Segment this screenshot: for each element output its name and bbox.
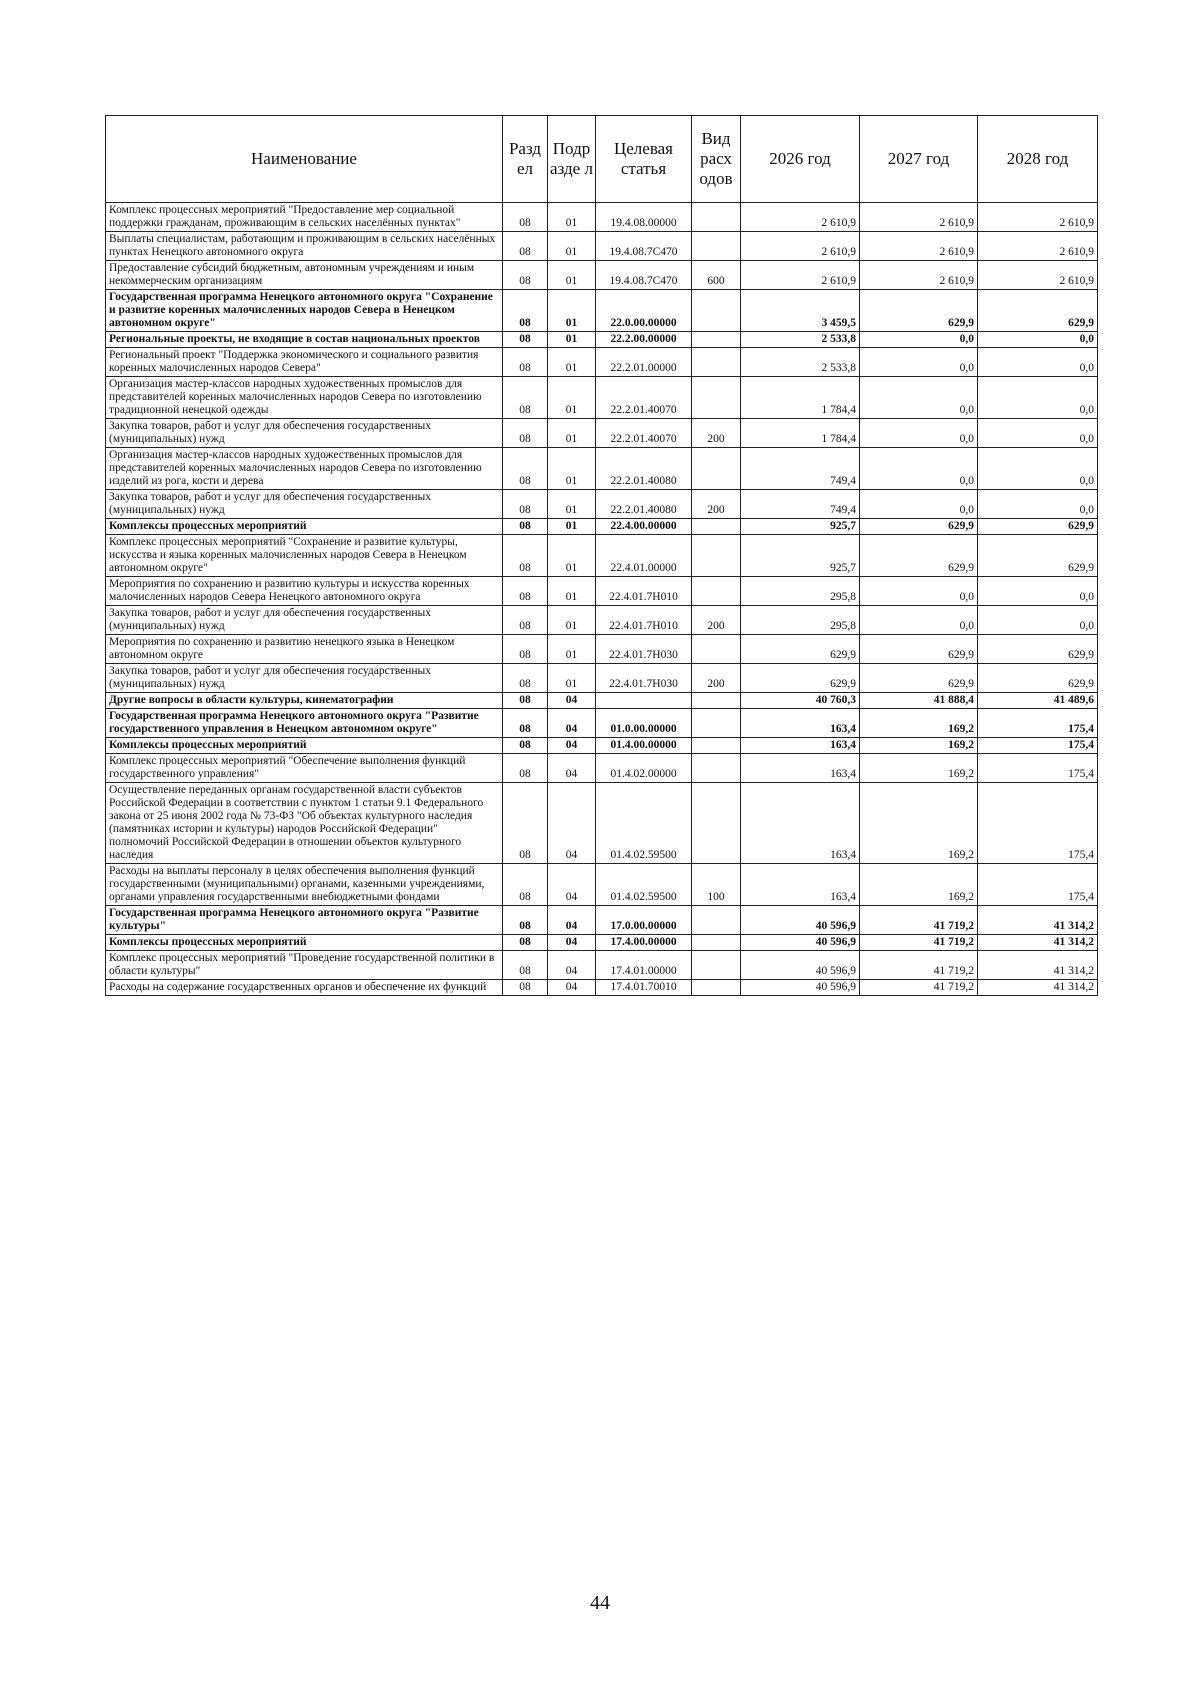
header-podrazdel: Подр азде л [548, 116, 596, 203]
row-name-cell: Организация мастер-классов народных художественных промыслов для представителей коренных малочисленных народов Севера по изготовлению изделий из рога, кости и дерева [106, 448, 503, 490]
row-2028-cell: 629,9 [978, 535, 1098, 577]
row-celevaya-statya-cell: 22.2.00.00000 [596, 332, 692, 348]
row-name-cell: Комплексы процессных мероприятий [106, 935, 503, 951]
row-podrazdel-cell: 01 [548, 419, 596, 448]
row-razdel-cell: 08 [503, 664, 548, 693]
row-name-cell: Государственная программа Ненецкого автономного округа "Развитие культуры" [106, 906, 503, 935]
row-razdel-cell: 08 [503, 980, 548, 996]
row-2026-cell: 163,4 [741, 864, 860, 906]
row-vid-rashodov-cell [692, 290, 741, 332]
row-razdel-cell: 08 [503, 577, 548, 606]
table-body [106, 203, 1098, 996]
row-podrazdel-cell: 01 [548, 606, 596, 635]
row-2026-cell: 163,4 [741, 783, 860, 864]
row-2027-cell: 2 610,9 [860, 261, 978, 290]
row-vid-rashodov-cell: 600 [692, 261, 741, 290]
row-vid-rashodov-cell: 200 [692, 606, 741, 635]
row-2027-cell: 169,2 [860, 754, 978, 783]
row-name-cell: Государственная программа Ненецкого автономного округа "Развитие государственного управления в Ненецком автономном округе" [106, 709, 503, 738]
row-celevaya-statya-cell: 22.0.00.00000 [596, 290, 692, 332]
header-name: Наименование [106, 116, 503, 203]
row-vid-rashodov-cell [692, 232, 741, 261]
row-name-cell: Другие вопросы в области культуры, кинематографии [106, 693, 503, 709]
row-2027-cell: 41 719,2 [860, 951, 978, 980]
row-2026-cell: 163,4 [741, 709, 860, 738]
row-2027-cell: 169,2 [860, 783, 978, 864]
table-row [106, 664, 1098, 693]
row-name-cell: Государственная программа Ненецкого автономного округа "Сохранение и развитие коренных малочисленных народов Севера в Ненецком автономном округе" [106, 290, 503, 332]
table-row [106, 348, 1098, 377]
row-celevaya-statya-cell: 22.4.01.7Н010 [596, 577, 692, 606]
row-name-cell: Организация мастер-классов народных художественных промыслов для представителей коренных малочисленных народов Севера по изготовлению традиционной ненецкой одежды [106, 377, 503, 419]
row-razdel-cell: 08 [503, 419, 548, 448]
row-2026-cell: 1 784,4 [741, 377, 860, 419]
row-razdel-cell: 08 [503, 906, 548, 935]
row-2026-cell: 2 610,9 [741, 232, 860, 261]
row-2028-cell: 2 610,9 [978, 261, 1098, 290]
row-celevaya-statya-cell: 22.2.01.40070 [596, 377, 692, 419]
row-2028-cell: 41 314,2 [978, 906, 1098, 935]
row-2026-cell: 2 533,8 [741, 332, 860, 348]
row-celevaya-statya-cell: 22.4.01.7Н030 [596, 664, 692, 693]
row-celevaya-statya-cell: 22.2.01.40070 [596, 419, 692, 448]
table-row [106, 754, 1098, 783]
row-vid-rashodov-cell [692, 535, 741, 577]
row-celevaya-statya-cell: 17.4.01.70010 [596, 980, 692, 996]
row-2026-cell: 163,4 [741, 738, 860, 754]
table-row [106, 864, 1098, 906]
table-row [106, 935, 1098, 951]
row-2028-cell: 41 314,2 [978, 935, 1098, 951]
row-podrazdel-cell: 04 [548, 935, 596, 951]
table-row [106, 535, 1098, 577]
row-2028-cell: 0,0 [978, 490, 1098, 519]
row-name-cell: Комплекс процессных мероприятий "Проведение государственной политики в области культуры" [106, 951, 503, 980]
row-name-cell: Расходы на выплаты персоналу в целях обеспечения выполнения функций государственными (муниципальными) органами, казенными учреждениями, органами управления государственными внебюджетными фондами [106, 864, 503, 906]
header-year-2027: 2027 год [860, 116, 978, 203]
row-razdel-cell: 08 [503, 377, 548, 419]
row-2028-cell: 2 610,9 [978, 232, 1098, 261]
table-row [106, 490, 1098, 519]
table-row [106, 419, 1098, 448]
row-razdel-cell: 08 [503, 203, 548, 232]
row-2026-cell: 749,4 [741, 490, 860, 519]
row-celevaya-statya-cell: 19.4.08.7С470 [596, 232, 692, 261]
row-2027-cell: 0,0 [860, 577, 978, 606]
row-podrazdel-cell: 01 [548, 348, 596, 377]
header-year-2026: 2026 год [741, 116, 860, 203]
row-2027-cell: 2 610,9 [860, 232, 978, 261]
header-year-2028: 2028 год [978, 116, 1098, 203]
row-2027-cell: 0,0 [860, 448, 978, 490]
table-row [106, 693, 1098, 709]
row-podrazdel-cell: 01 [548, 203, 596, 232]
row-name-cell: Расходы на содержание государственных органов и обеспечение их функций [106, 980, 503, 996]
row-2028-cell: 0,0 [978, 577, 1098, 606]
row-celevaya-statya-cell: 22.2.01.00000 [596, 348, 692, 377]
row-vid-rashodov-cell [692, 348, 741, 377]
table-row [106, 951, 1098, 980]
row-vid-rashodov-cell [692, 935, 741, 951]
row-vid-rashodov-cell [692, 906, 741, 935]
row-vid-rashodov-cell [692, 783, 741, 864]
row-razdel-cell: 08 [503, 951, 548, 980]
row-podrazdel-cell: 04 [548, 951, 596, 980]
row-razdel-cell: 08 [503, 490, 548, 519]
row-vid-rashodov-cell [692, 448, 741, 490]
row-2026-cell: 40 760,3 [741, 693, 860, 709]
row-razdel-cell: 08 [503, 783, 548, 864]
row-celevaya-statya-cell: 01.0.00.00000 [596, 709, 692, 738]
row-2026-cell: 2 533,8 [741, 348, 860, 377]
row-2027-cell: 0,0 [860, 419, 978, 448]
row-2026-cell: 749,4 [741, 448, 860, 490]
row-2028-cell: 175,4 [978, 709, 1098, 738]
table-row [106, 290, 1098, 332]
row-celevaya-statya-cell: 19.4.08.00000 [596, 203, 692, 232]
row-podrazdel-cell: 04 [548, 783, 596, 864]
row-razdel-cell: 08 [503, 709, 548, 738]
table-row [106, 635, 1098, 664]
row-name-cell: Мероприятия по сохранению и развитию культуры и искусства коренных малочисленных народов Севера Ненецкого автономного округа [106, 577, 503, 606]
row-2028-cell: 0,0 [978, 419, 1098, 448]
row-2027-cell: 0,0 [860, 490, 978, 519]
row-2026-cell: 40 596,9 [741, 980, 860, 996]
table-row [106, 203, 1098, 232]
table-row [106, 783, 1098, 864]
row-vid-rashodov-cell [692, 738, 741, 754]
row-podrazdel-cell: 04 [548, 693, 596, 709]
row-2027-cell: 41 888,4 [860, 693, 978, 709]
row-razdel-cell: 08 [503, 332, 548, 348]
row-name-cell: Комплекс процессных мероприятий "Сохранение и развитие культуры, искусства и языка коренных малочисленных народов Севера в Ненецком автономном округе" [106, 535, 503, 577]
row-razdel-cell: 08 [503, 535, 548, 577]
table-row [106, 906, 1098, 935]
row-vid-rashodov-cell [692, 577, 741, 606]
row-2026-cell: 2 610,9 [741, 261, 860, 290]
row-name-cell: Закупка товаров, работ и услуг для обеспечения государственных (муниципальных) нужд [106, 606, 503, 635]
row-razdel-cell: 08 [503, 738, 548, 754]
row-2027-cell: 41 719,2 [860, 906, 978, 935]
row-2026-cell: 295,8 [741, 606, 860, 635]
row-2028-cell: 629,9 [978, 519, 1098, 535]
row-vid-rashodov-cell [692, 519, 741, 535]
row-2027-cell: 629,9 [860, 290, 978, 332]
table-header-row [106, 116, 1098, 203]
row-name-cell: Закупка товаров, работ и услуг для обеспечения государственных (муниципальных) нужд [106, 419, 503, 448]
row-2026-cell: 40 596,9 [741, 935, 860, 951]
row-2028-cell: 629,9 [978, 290, 1098, 332]
row-name-cell: Комплекс процессных мероприятий "Предоставление мер социальной поддержки гражданам, проживающим в сельских населённых пунктах" [106, 203, 503, 232]
header-vid-rashodov: Вид расх одов [692, 116, 741, 203]
row-podrazdel-cell: 01 [548, 519, 596, 535]
row-vid-rashodov-cell [692, 754, 741, 783]
row-podrazdel-cell: 04 [548, 980, 596, 996]
table-row [106, 606, 1098, 635]
row-name-cell: Закупка товаров, работ и услуг для обеспечения государственных (муниципальных) нужд [106, 490, 503, 519]
table-row [106, 577, 1098, 606]
row-2027-cell: 41 719,2 [860, 980, 978, 996]
row-vid-rashodov-cell [692, 709, 741, 738]
row-2028-cell: 0,0 [978, 348, 1098, 377]
table-row [106, 980, 1098, 996]
row-2028-cell: 175,4 [978, 738, 1098, 754]
row-vid-rashodov-cell [692, 980, 741, 996]
row-podrazdel-cell: 04 [548, 906, 596, 935]
row-celevaya-statya-cell: 01.4.02.00000 [596, 754, 692, 783]
row-vid-rashodov-cell [692, 693, 741, 709]
row-2027-cell: 629,9 [860, 635, 978, 664]
row-razdel-cell: 08 [503, 261, 548, 290]
row-celevaya-statya-cell: 17.0.00.00000 [596, 906, 692, 935]
row-2026-cell: 925,7 [741, 535, 860, 577]
row-podrazdel-cell: 01 [548, 332, 596, 348]
row-razdel-cell: 08 [503, 232, 548, 261]
row-2027-cell: 2 610,9 [860, 203, 978, 232]
row-2028-cell: 629,9 [978, 635, 1098, 664]
row-2028-cell: 175,4 [978, 864, 1098, 906]
row-2028-cell: 629,9 [978, 664, 1098, 693]
row-razdel-cell: 08 [503, 693, 548, 709]
row-2028-cell: 0,0 [978, 332, 1098, 348]
row-vid-rashodov-cell: 200 [692, 664, 741, 693]
row-vid-rashodov-cell [692, 203, 741, 232]
row-2028-cell: 2 610,9 [978, 203, 1098, 232]
row-2026-cell: 1 784,4 [741, 419, 860, 448]
row-celevaya-statya-cell: 01.4.00.00000 [596, 738, 692, 754]
row-2028-cell: 0,0 [978, 606, 1098, 635]
row-celevaya-statya-cell [596, 693, 692, 709]
row-podrazdel-cell: 01 [548, 635, 596, 664]
row-celevaya-statya-cell: 22.2.01.40080 [596, 448, 692, 490]
row-razdel-cell: 08 [503, 935, 548, 951]
row-2027-cell: 0,0 [860, 348, 978, 377]
header-razdel: Разд ел [503, 116, 548, 203]
row-2026-cell: 925,7 [741, 519, 860, 535]
row-2027-cell: 0,0 [860, 377, 978, 419]
row-2026-cell: 629,9 [741, 635, 860, 664]
row-celevaya-statya-cell: 01.4.02.59500 [596, 864, 692, 906]
row-razdel-cell: 08 [503, 754, 548, 783]
row-podrazdel-cell: 01 [548, 290, 596, 332]
row-name-cell: Комплексы процессных мероприятий [106, 519, 503, 535]
row-podrazdel-cell: 01 [548, 535, 596, 577]
header-celevaya-statya: Целевая статья [596, 116, 692, 203]
row-podrazdel-cell: 04 [548, 738, 596, 754]
budget-table-container [105, 115, 1098, 996]
row-2026-cell: 3 459,5 [741, 290, 860, 332]
row-razdel-cell: 08 [503, 635, 548, 664]
row-podrazdel-cell: 01 [548, 490, 596, 519]
row-celevaya-statya-cell: 17.4.01.00000 [596, 951, 692, 980]
row-podrazdel-cell: 01 [548, 261, 596, 290]
row-celevaya-statya-cell: 17.4.00.00000 [596, 935, 692, 951]
row-2026-cell: 629,9 [741, 664, 860, 693]
row-2027-cell: 629,9 [860, 664, 978, 693]
row-vid-rashodov-cell [692, 377, 741, 419]
row-2028-cell: 0,0 [978, 377, 1098, 419]
row-celevaya-statya-cell: 01.4.02.59500 [596, 783, 692, 864]
row-2027-cell: 169,2 [860, 864, 978, 906]
table-row [106, 261, 1098, 290]
row-podrazdel-cell: 04 [548, 864, 596, 906]
row-podrazdel-cell: 04 [548, 709, 596, 738]
row-podrazdel-cell: 04 [548, 754, 596, 783]
row-name-cell: Региональный проект "Поддержка экономического и социального развития коренных малочисленных народов Севера" [106, 348, 503, 377]
row-2026-cell: 40 596,9 [741, 906, 860, 935]
row-celevaya-statya-cell: 22.4.01.7Н010 [596, 606, 692, 635]
row-razdel-cell: 08 [503, 348, 548, 377]
row-vid-rashodov-cell [692, 951, 741, 980]
row-name-cell: Комплексы процессных мероприятий [106, 738, 503, 754]
row-2027-cell: 629,9 [860, 519, 978, 535]
row-2028-cell: 41 314,2 [978, 951, 1098, 980]
row-razdel-cell: 08 [503, 864, 548, 906]
row-2026-cell: 163,4 [741, 754, 860, 783]
row-vid-rashodov-cell [692, 635, 741, 664]
row-2026-cell: 40 596,9 [741, 951, 860, 980]
row-name-cell: Мероприятия по сохранению и развитию ненецкого языка в Ненецком автономном округе [106, 635, 503, 664]
table-row [106, 738, 1098, 754]
row-vid-rashodov-cell: 200 [692, 419, 741, 448]
table-row [106, 448, 1098, 490]
row-vid-rashodov-cell: 200 [692, 490, 741, 519]
row-name-cell: Закупка товаров, работ и услуг для обеспечения государственных (муниципальных) нужд [106, 664, 503, 693]
row-vid-rashodov-cell: 100 [692, 864, 741, 906]
row-2028-cell: 41 314,2 [978, 980, 1098, 996]
row-2027-cell: 169,2 [860, 738, 978, 754]
row-celevaya-statya-cell: 22.4.01.00000 [596, 535, 692, 577]
row-2028-cell: 41 489,6 [978, 693, 1098, 709]
table-row [106, 377, 1098, 419]
row-2028-cell: 175,4 [978, 754, 1098, 783]
row-2026-cell: 2 610,9 [741, 203, 860, 232]
row-podrazdel-cell: 01 [548, 232, 596, 261]
table-row [106, 709, 1098, 738]
row-2026-cell: 295,8 [741, 577, 860, 606]
budget-table [105, 115, 1098, 996]
row-celevaya-statya-cell: 22.4.01.7Н030 [596, 635, 692, 664]
row-podrazdel-cell: 01 [548, 377, 596, 419]
row-razdel-cell: 08 [503, 606, 548, 635]
row-name-cell: Осуществление переданных органам государственной власти субъектов Российской Федерации в соответствии с пунктом 1 статьи 9.1 Федерального закона от 25 июня 2002 года № 73-ФЗ "Об объектах культурного наследия (памятниках истории и культуры) народов Российской Федерации" полномочий Российской Федерации в отношении объектов культурного наследия [106, 783, 503, 864]
row-podrazdel-cell: 01 [548, 448, 596, 490]
table-row [106, 332, 1098, 348]
row-name-cell: Предоставление субсидий бюджетным, автономным учреждениям и иным некоммерческим организациям [106, 261, 503, 290]
page-number: 44 [590, 1592, 610, 1614]
row-2027-cell: 629,9 [860, 535, 978, 577]
row-podrazdel-cell: 01 [548, 577, 596, 606]
row-name-cell: Комплекс процессных мероприятий "Обеспечение выполнения функций государственного управления" [106, 754, 503, 783]
row-2027-cell: 41 719,2 [860, 935, 978, 951]
row-2028-cell: 175,4 [978, 783, 1098, 864]
row-2027-cell: 0,0 [860, 606, 978, 635]
row-2027-cell: 0,0 [860, 332, 978, 348]
row-celevaya-statya-cell: 22.4.00.00000 [596, 519, 692, 535]
row-celevaya-statya-cell: 22.2.01.40080 [596, 490, 692, 519]
row-razdel-cell: 08 [503, 290, 548, 332]
row-razdel-cell: 08 [503, 448, 548, 490]
row-razdel-cell: 08 [503, 519, 548, 535]
row-name-cell: Региональные проекты, не входящие в состав национальных проектов [106, 332, 503, 348]
row-2027-cell: 169,2 [860, 709, 978, 738]
table-row [106, 232, 1098, 261]
row-2028-cell: 0,0 [978, 448, 1098, 490]
row-podrazdel-cell: 01 [548, 664, 596, 693]
table-row [106, 519, 1098, 535]
row-name-cell: Выплаты специалистам, работающим и проживающим в сельских населённых пунктах Ненецкого автономного округа [106, 232, 503, 261]
row-celevaya-statya-cell: 19.4.08.7С470 [596, 261, 692, 290]
row-vid-rashodov-cell [692, 332, 741, 348]
